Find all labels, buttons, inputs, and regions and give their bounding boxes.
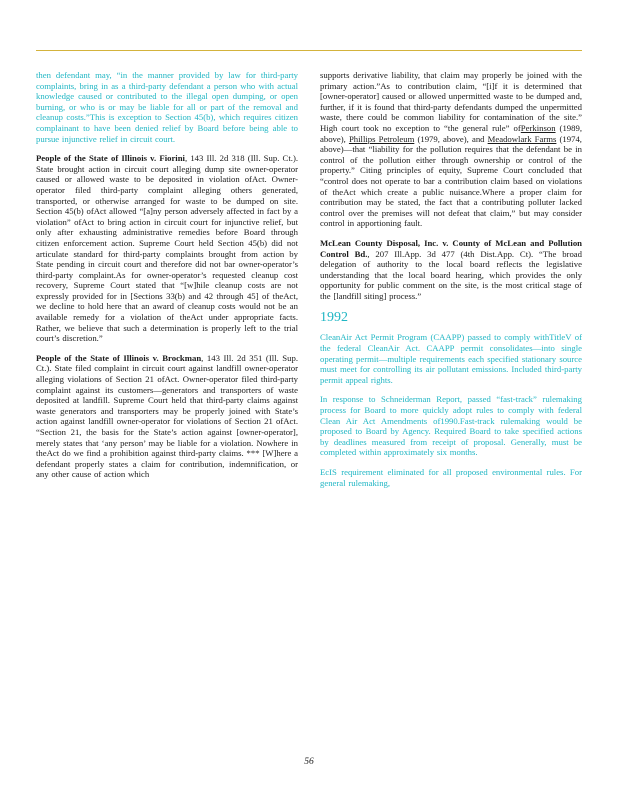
contribution-text-b: (1989, above), xyxy=(320,122,582,144)
case-title-fiorini: People of the State of Illinois v. Fiorini xyxy=(36,153,185,164)
contribution-text-c: (1979, above), and xyxy=(414,133,488,144)
case-fiorini xyxy=(36,153,298,344)
case-title-mclean: McLean County Disposal, Inc. v. County of McLean and Pollution Control Bd. xyxy=(320,237,582,259)
case-title-brockman: People of the State of Illinois v. Brockman xyxy=(36,352,202,363)
cite-meadowlark: Meadowlark Farms xyxy=(487,133,557,144)
case-mclean xyxy=(320,238,582,302)
paragraph-contribution xyxy=(320,70,582,229)
case-body-fiorini: , 143 Ill. 2d 318 (Ill. Sup. Ct.). State brought action in circuit court alleging dump site owner-operator caused or allowed waste to be deposited in violation ofAct. Owner-operator filed third-party complaint alleging others generated, transported, or otherwise arranged for waste to be dumped on site. Section 45(b) ofAct allowed “[a]ny person adversely affected in fact by a violation” ofAct to bring action in circuit court for injunctive relief, but only after exhausting administrative remedies before Board through citizen enforcement action. Supreme Court held Section 45(b) did not articulate standard for third-party complaints brought from action by State pending in circuit court and therefore did not bar owner-operator’s third-party complaint.As for owner-operator’s requested cleanup cost recovery, Supreme Court stated that “[w]hile cleanup costs are not expressly provided for in [Sections 33(b) and 42 through 45] of theAct, we decline to hold here that an award of cleanup costs would not be an available remedy for a violation of theAct under appropriate facts. Rather, we believe that such a determination is properly left to the trial court’s discretion.” xyxy=(36,153,299,344)
page-number: 56 xyxy=(304,757,314,767)
cite-perkinson: Perkinson xyxy=(520,122,556,133)
case-brockman xyxy=(36,353,298,480)
contribution-text-d: (1974, above)—that “liability for the pollution requires that the defendant be in control of the pollution either through ownership or control of the property.” Citing principles of equity, Supreme Court concluded that “control does not operate to bar a contribution claim based on violations of theAct which create a public nuisance.Where a proper claim for contribution may be stated, the fact that a contributing polluter lacked control over the premises will not defeat that claim,” but may consider control in apportioning fault. xyxy=(320,133,582,229)
paragraph-teal-ecis: EcIS requirement eliminated for all proposed environmental rules. For general rulemaking, xyxy=(320,467,582,488)
case-body-mclean: , 207 Ill.App. 3d 477 (4th Dist.App. Ct). “The broad delegation of authority to the local board reflects the legislative understanding that the local board hearing, which provides the only opportunity for public comment on the site, is the most critical stage of the [landfill siting] process.” xyxy=(320,248,582,301)
left-column xyxy=(36,70,298,489)
contribution-text-a: supports derivative liability, that claim may properly be joined with the primary action.”As to contribution claim, “[i]f it is determined that [owner-operator] caused or allowed unpermitted waste to be dumped and, further, if it is found that third-party defendants dumped the unpermitted waste, there could be common liability for contamination of the site.” High court took no exception to “the general rule” of xyxy=(320,70,582,133)
cite-phillips: Phillips Petroleum xyxy=(348,133,415,144)
year-heading: 1992 xyxy=(320,310,348,326)
case-body-brockman: , 143 Ill. 2d 351 (Ill. Sup. Ct.). State filed complaint in circuit court against landfill owner-operator alleging violations of Section 21 ofAct. Owner-operator filed third-party complaint against its customers—generators and transporters of waste deposited at landfill. Supreme Court held that third-party claims against waste generators and transporters may be properly joined with State’s action against landfill owner-operator for violations of Section 21 ofAct. “Section 21, the basis for the State’s action against [owner-operator], merely states that ‘any person’ may be liable for a violation. Nowhere in theAct do we find a prohibition against third-party claims. *** [W]here a defendant properly states a claim for contribution, indemnification, or any other cause of action which xyxy=(36,352,298,480)
paragraph-teal-intro: then defendant may, “in the manner provided by law for third-party complaints, bring in as a third-party defendant a person who with actual knowledge caused or contributed to the illegal open dumping, or open burning, or who is or may be liable for all or part of the removal and cleanup costs.”This is exception to Section 45(b), which requires citizen complainant to have been denied relief by Board before being able to pursue injunctive relief in circuit court. xyxy=(36,70,298,144)
right-column xyxy=(320,70,582,497)
paragraph-teal-caapp: CleanAir Act Permit Program (CAAPP) passed to comply withTitleV of the federal CleanAir Act. CAAPP permit consolidates—into single operating permit—multiple requirements each specified stationary source must meet for controlling its air pollutant emissions. Included third-party permit appeal rights. xyxy=(320,332,582,385)
header-rule xyxy=(36,50,582,51)
paragraph-teal-fasttrack: In response to Schneiderman Report, passed “fast-track” rulemaking process for Board to more quickly adopt rules to comply with federal Clean Air Act Amendments of1990.Fast-track rulemaking would be proposed to Board by Agency. Required Board to take specified actions by deadlines measured from receipt of proposal. Generally, must be completed within approximately six months. xyxy=(320,394,582,458)
